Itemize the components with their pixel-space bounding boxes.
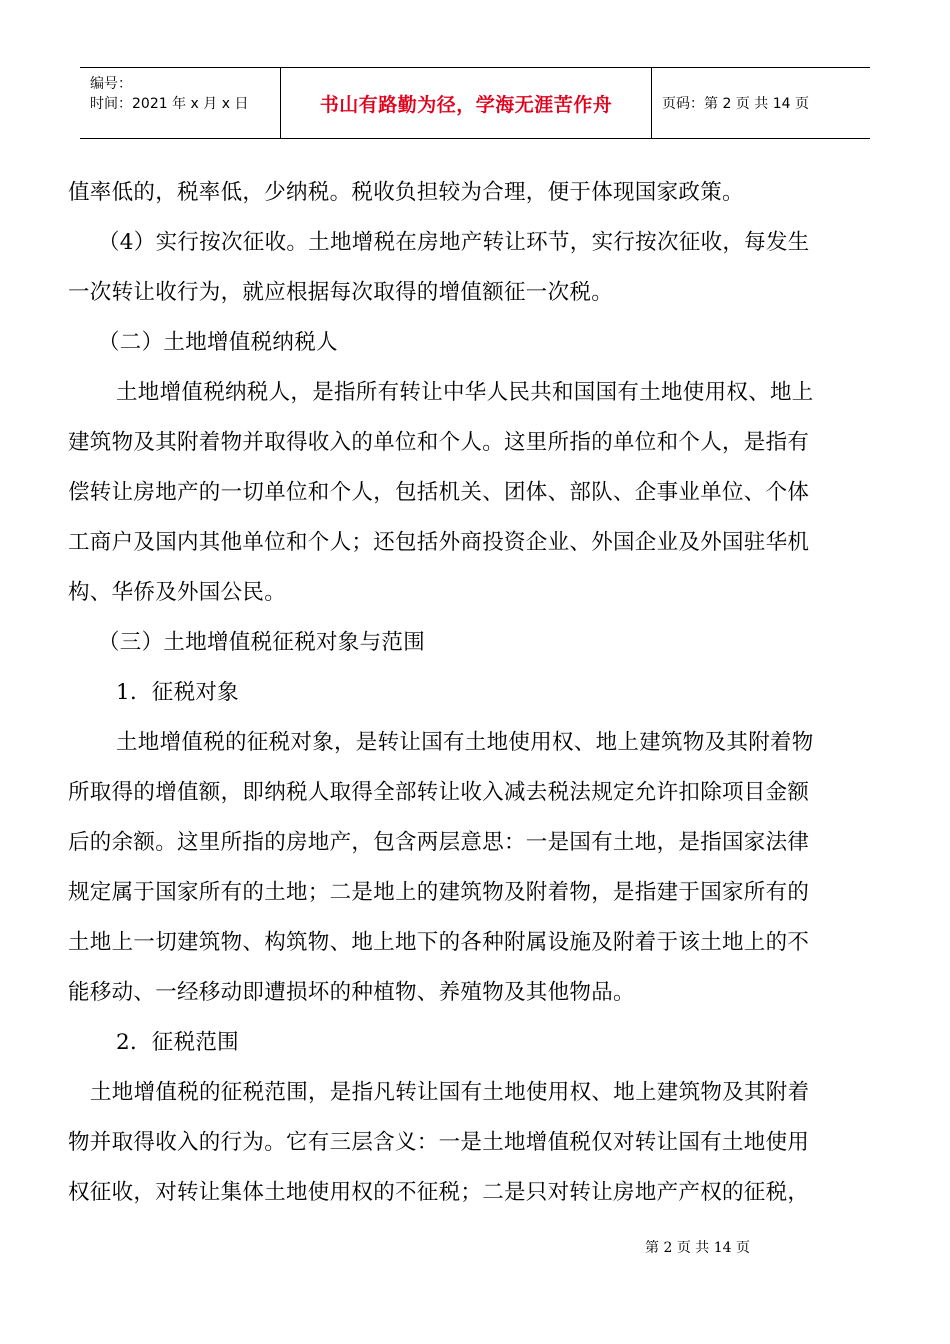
text-line: 偿转让房地产的一切单位和个人，包括机关、团体、部队、企事业单位、个体 [68, 480, 810, 505]
text-line: 构、华侨及外国公民。 [68, 580, 287, 605]
footer-page-number: 第 2 页 共 14 页 [645, 1240, 750, 1256]
text-line: 后的余额。这里所指的房地产，包含两层意思：一是国有土地，是指国家法律 [68, 830, 810, 855]
text-line: 工商户及国内其他单位和个人；还包括外商投资企业、外国企业及外国驻华机 [68, 530, 810, 555]
subsection-heading: 2．征税范围 [116, 1030, 239, 1055]
header-page-cell [652, 68, 870, 138]
section-heading: （二）土地增值税纳税人 [98, 330, 338, 355]
text-line: 规定属于国家所有的土地；二是地上的建筑物及附着物，是指建于国家所有的 [68, 880, 810, 905]
header-info [80, 68, 280, 138]
page-label: 页码：第 2 页 共 14 页 [662, 96, 809, 112]
text-line: 建筑物及其附着物并取得收入的单位和个人。这里所指的单位和个人，是指有 [68, 430, 810, 455]
text-line: 土地增值税的征税对象，是转让国有土地使用权、地上建筑物及其附着物 [116, 730, 814, 755]
number-label: 编号： [90, 76, 132, 92]
text-line: 土地上一切建筑物、构筑物、地上地下的各种附属设施及附着于该土地上的不 [68, 930, 810, 955]
subsection-heading: 1．征税对象 [116, 680, 239, 705]
document-body [68, 168, 883, 1218]
text-line: 物并取得收入的行为。它有三层含义：一是土地增值税仅对转让国有土地使用 [68, 1130, 810, 1155]
text-line: 权征收，对转让集体土地使用权的不征税；二是只对转让房地产产权的征税， [68, 1180, 810, 1205]
text-line: 能移动、一经移动即遭损坏的种植物、养殖物及其他物品。 [68, 980, 635, 1005]
text-line: 一次转让收行为，就应根据每次取得的增值额征一次税。 [68, 280, 614, 305]
page-footer [0, 1237, 950, 1257]
section-heading: （三）土地增值税征税对象与范围 [98, 630, 426, 655]
text-line: 土地增值税纳税人，是指所有转让中华人民共和国国有土地使用权、地上 [116, 380, 814, 405]
text-line: 值率低的，税率低，少纳税。税收负担较为合理，便于体现国家政策。 [68, 180, 744, 205]
date-label: 时间：2021 年 x 月 x 日 [90, 96, 249, 112]
header-table [80, 67, 870, 139]
text-line: 所取得的增值额，即纳税人取得全部转让收入减去税法规定允许扣除项目金额 [68, 780, 810, 805]
text-line: （4）实行按次征收。土地增税在房地产转让环节，实行按次征收，每发生 [98, 230, 810, 255]
header-motto-cell [280, 68, 652, 138]
motto: 书山有路勤为径，学海无涯苦作舟 [319, 93, 613, 116]
text-line: 土地增值税的征税范围，是指凡转让国有土地使用权、地上建筑物及其附着 [90, 1080, 810, 1105]
